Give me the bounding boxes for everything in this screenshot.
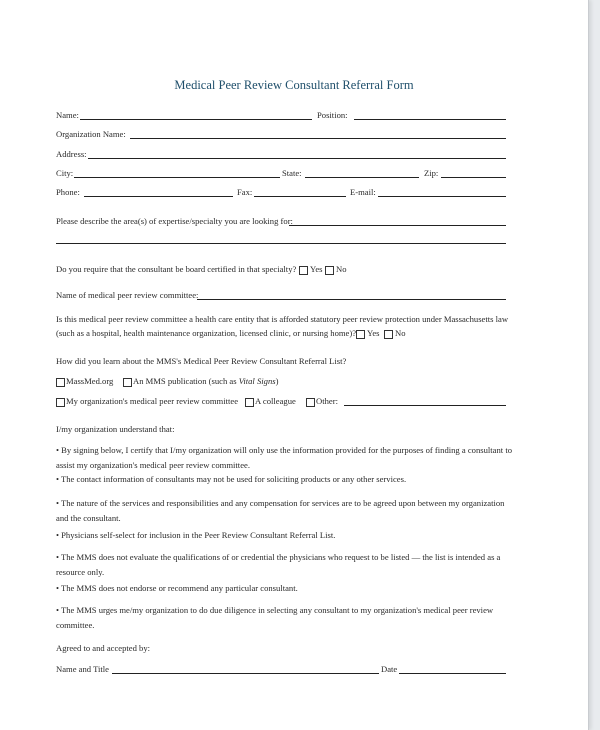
mms-publication-checkbox[interactable]	[123, 378, 132, 387]
city-field[interactable]	[74, 177, 280, 178]
board-certified-question: Do you require that the consultant be board certified in that specialty?	[56, 264, 297, 274]
entity-no-checkbox[interactable]	[384, 330, 393, 339]
understand-bullet: • The MMS does not endorse or recommend any particular consultant.	[56, 583, 298, 593]
organization-name-field[interactable]	[130, 138, 506, 139]
understand-bullet: • By signing below, I certify that I/my organization will only use the information provided for the purposes of finding a consultant to assist my organization's medical peer review committee.	[56, 445, 513, 470]
massmed-checkbox[interactable]	[56, 378, 65, 387]
city-label: City:	[56, 168, 74, 178]
expertise-field[interactable]	[289, 225, 506, 226]
position-label: Position:	[317, 110, 348, 120]
date-label: Date	[381, 664, 398, 674]
fax-field[interactable]	[254, 196, 346, 197]
entity-question-line2: (such as a hospital, health maintenance organization, licensed clinic, or nursing home)?	[56, 328, 357, 338]
entity-yes-checkbox[interactable]	[356, 330, 365, 339]
address-label: Address:	[56, 149, 87, 159]
form-title: Medical Peer Review Consultant Referral Form	[174, 78, 414, 92]
other-field[interactable]	[344, 405, 506, 406]
other-checkbox[interactable]	[306, 398, 315, 407]
other-label: Other:	[316, 396, 338, 406]
name-and-title-field[interactable]	[112, 673, 379, 674]
committee-name-field[interactable]	[197, 299, 506, 300]
organization-name-label: Organization Name:	[56, 129, 126, 139]
understand-intro: I/my organization understand that:	[56, 424, 175, 434]
fax-label: Fax:	[237, 187, 253, 197]
org-committee-label: My organization's medical peer review committee	[66, 396, 239, 406]
committee-name-label: Name of medical peer review committee:	[56, 290, 199, 300]
address-field[interactable]	[88, 158, 506, 159]
understand-bullet: • Physicians self-select for inclusion in the Peer Review Consultant Referral List.	[56, 530, 336, 540]
board-certified-no-checkbox[interactable]	[325, 266, 334, 275]
email-field[interactable]	[378, 196, 506, 197]
board-certified-no-label: No	[336, 264, 347, 274]
mms-publication-label: An MMS publication (such as Vital Signs)	[133, 376, 279, 386]
understand-bullet: • The nature of the services and responsibilities and any compensation for services are to be agreed upon between my organization and the consultant.	[56, 498, 505, 523]
entity-yes-label: Yes	[367, 328, 380, 338]
colleague-checkbox[interactable]	[245, 398, 254, 407]
name-field[interactable]	[80, 119, 312, 120]
entity-no-label: No	[395, 328, 406, 338]
agreed-label: Agreed to and accepted by:	[56, 643, 151, 653]
learn-question: How did you learn about the MMS's Medical Peer Review Consultant Referral List?	[56, 356, 347, 366]
massmed-label: MassMed.org	[66, 376, 114, 386]
date-field[interactable]	[399, 673, 506, 674]
board-certified-yes-checkbox[interactable]	[299, 266, 308, 275]
phone-field[interactable]	[84, 196, 233, 197]
colleague-label: A colleague	[255, 396, 296, 406]
state-label: State:	[282, 168, 302, 178]
name-label: Name:	[56, 110, 79, 120]
state-field[interactable]	[305, 177, 419, 178]
expertise-field-line2[interactable]	[56, 243, 506, 244]
phone-label: Phone:	[56, 187, 80, 197]
zip-field[interactable]	[441, 177, 506, 178]
understand-bullet: • The MMS urges me/my organization to do due diligence in selecting any consultant to my organization's medical peer review committee.	[56, 605, 494, 630]
zip-label: Zip:	[424, 168, 439, 178]
understand-bullet: • The contact information of consultants may not be used for soliciting products or any other services.	[56, 474, 407, 484]
email-label: E-mail:	[350, 187, 376, 197]
entity-question-line1: Is this medical peer review committee a health care entity that is afforded statutory peer review protection under Massachusetts law	[56, 314, 509, 324]
org-committee-checkbox[interactable]	[56, 398, 65, 407]
board-certified-yes-label: Yes	[310, 264, 323, 274]
expertise-label: Please describe the area(s) of expertise/specialty you are looking for:	[56, 216, 293, 226]
position-field[interactable]	[354, 119, 506, 120]
name-and-title-label: Name and Title	[56, 664, 109, 674]
understand-bullet: • The MMS does not evaluate the qualifications of or credential the physicians who request to be listed — the list is intended as a resource only.	[56, 552, 501, 577]
